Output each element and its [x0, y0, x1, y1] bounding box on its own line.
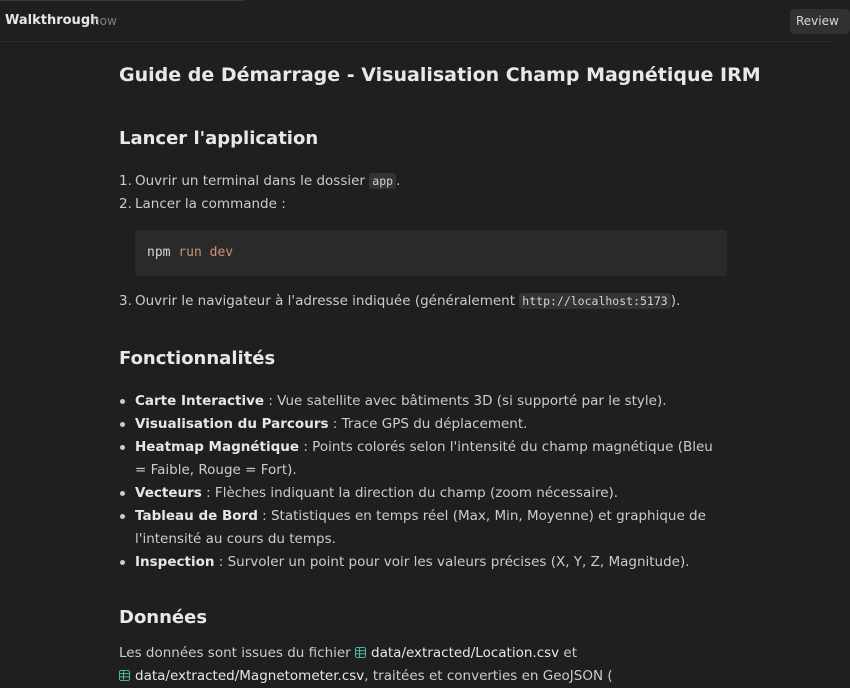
- heading-features: Fonctionnalités: [119, 348, 276, 369]
- step-end: .: [396, 173, 401, 189]
- list-item-step-2: [119, 196, 286, 212]
- walkthrough-title: Walkthrough: [5, 13, 100, 28]
- data-paragraph-line-1: [119, 642, 739, 665]
- bullet-icon: [120, 422, 125, 427]
- bullet-icon: [120, 514, 125, 519]
- features-list: [119, 390, 727, 574]
- walkthrough-header: [0, 0, 839, 42]
- inline-code-url: http://localhost:5173: [519, 293, 670, 309]
- inline-code-app: app: [369, 173, 396, 189]
- feature-text: : Points colorés selon l'intensité du champ magnétique (Bleu = Faible, Rouge = Fort).: [135, 439, 713, 478]
- timestamp: now: [92, 14, 117, 28]
- heading-data: Données: [119, 607, 208, 628]
- file-table-icon: [355, 647, 366, 658]
- paragraph-text: et: [559, 645, 578, 661]
- feature-text: : Survoler un point pour voir les valeurs précises (X, Y, Z, Magnitude).: [214, 554, 690, 570]
- step-text: Ouvrir un terminal dans le dossier: [135, 173, 370, 189]
- step-end: ).: [670, 293, 681, 309]
- feature-text: : Trace GPS du déplacement.: [328, 416, 528, 432]
- file-name: data/extracted/Magnetometer.csv: [135, 668, 365, 684]
- data-paragraph-line-2: [119, 665, 739, 688]
- feature-label: Inspection: [135, 554, 215, 570]
- list-item-step-1: [119, 173, 400, 189]
- list-item: [119, 482, 727, 505]
- feature-text: : Flèches indiquant la direction du champ (zoom nécessaire).: [201, 485, 619, 501]
- step-number: 2.: [119, 196, 132, 212]
- list-item: [119, 413, 727, 436]
- code-command: npm: [147, 245, 171, 260]
- step-number: 3.: [119, 293, 132, 309]
- paragraph-text: , traitées et converties en GeoJSON (: [364, 668, 613, 684]
- list-item: [119, 551, 727, 574]
- file-link-location[interactable]: [355, 645, 559, 661]
- file-link-magnetometer[interactable]: [119, 668, 364, 684]
- feature-label: Heatmap Magnétique: [135, 439, 300, 455]
- feature-label: Vecteurs: [135, 485, 202, 501]
- feature-text: : Vue satellite avec bâtiments 3D (si supporté par le style).: [264, 393, 667, 409]
- list-item-step-3: [119, 293, 680, 309]
- code-block[interactable]: [135, 230, 727, 276]
- list-item: [119, 390, 727, 413]
- review-button[interactable]: Review: [790, 9, 850, 34]
- bullet-icon: [120, 560, 125, 565]
- list-item: [119, 505, 727, 551]
- step-text: Ouvrir le navigateur à l'adresse indiquée (généralement: [135, 293, 520, 309]
- feature-text: : Statistiques en temps réel (Max, Min, Moyenne) et graphique de l'intensité au cours du temps.: [135, 508, 706, 547]
- bullet-icon: [120, 399, 125, 404]
- feature-label: Visualisation du Parcours: [135, 416, 329, 432]
- step-number: 1.: [119, 173, 132, 189]
- feature-label: Carte Interactive: [135, 393, 265, 409]
- bullet-icon: [120, 445, 125, 450]
- code-arguments: run dev: [178, 245, 234, 260]
- step-text: Lancer la commande :: [135, 196, 286, 212]
- feature-label: Tableau de Bord: [135, 508, 258, 524]
- heading-launch: Lancer l'application: [119, 128, 319, 149]
- active-tab-indicator: [0, 0, 244, 1]
- file-name: data/extracted/Location.csv: [371, 645, 560, 661]
- file-table-icon: [119, 670, 130, 681]
- bullet-icon: [120, 491, 125, 496]
- page-title: Guide de Démarrage - Visualisation Champ Magnétique IRM: [119, 64, 761, 86]
- paragraph-text: Les données sont issues du fichier: [119, 645, 356, 661]
- list-item: [119, 436, 727, 482]
